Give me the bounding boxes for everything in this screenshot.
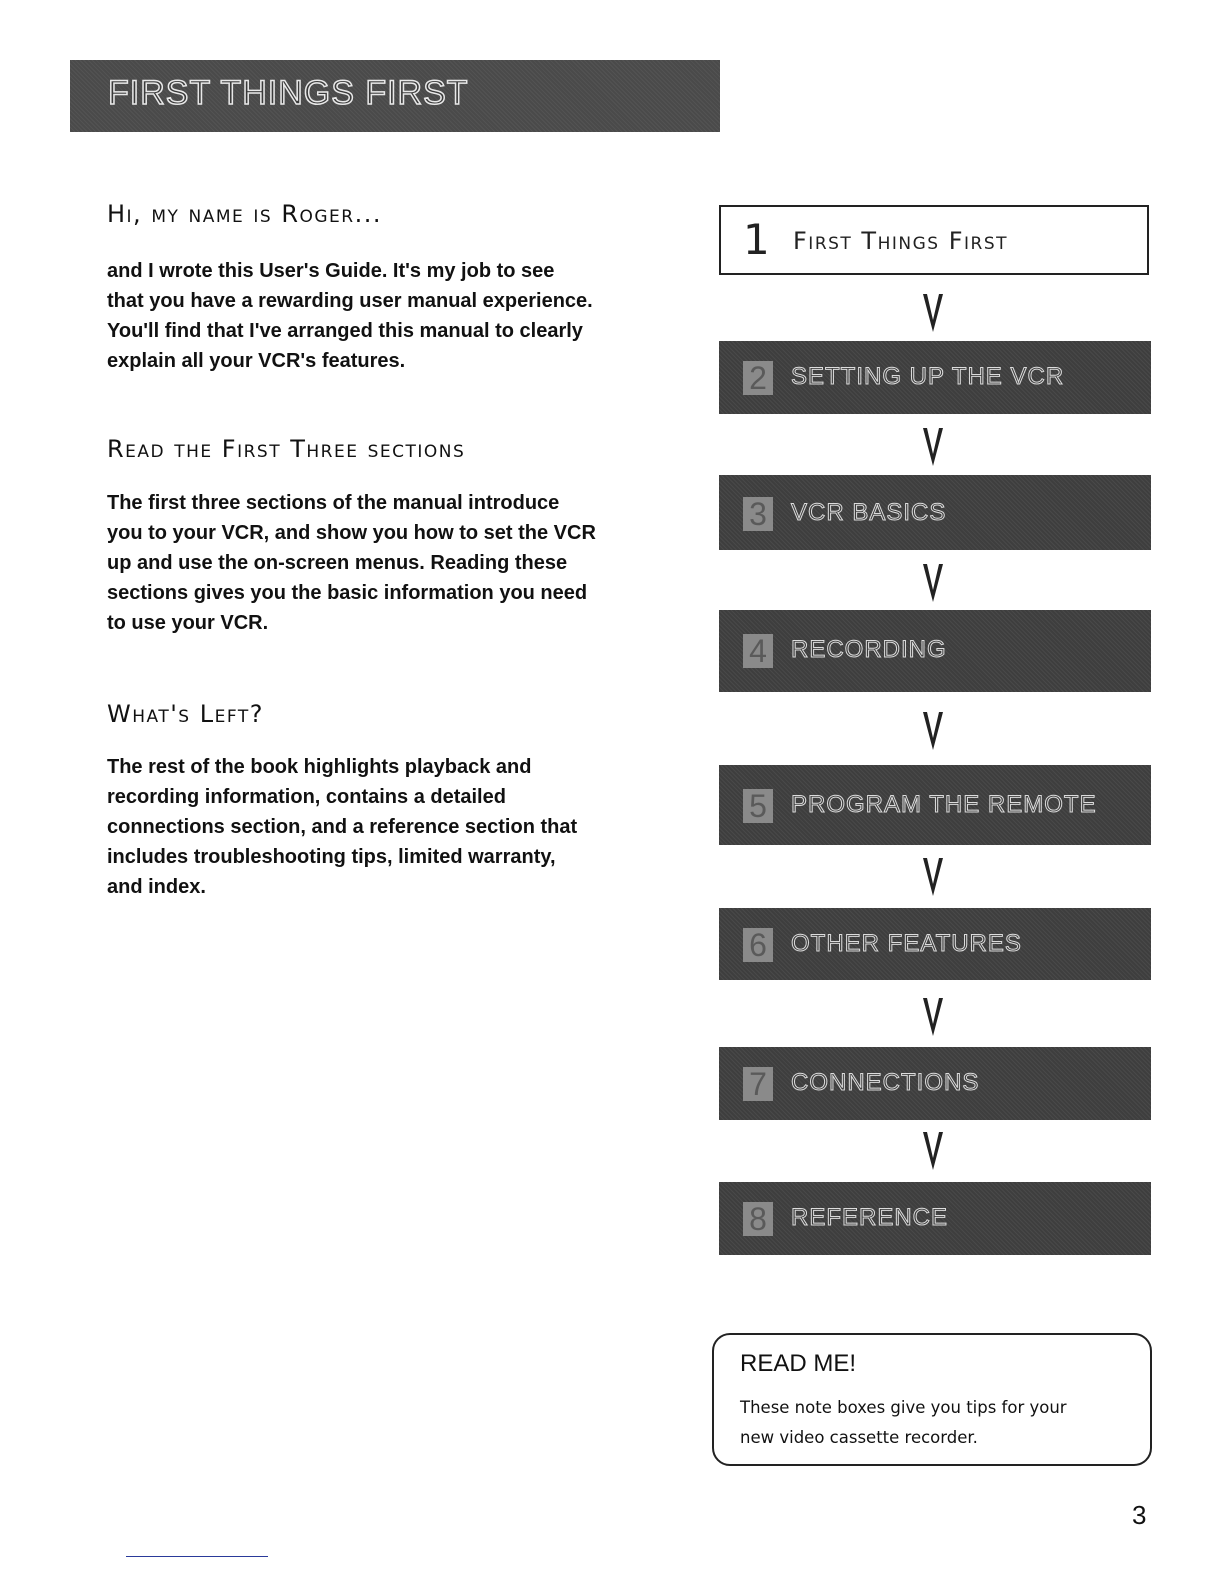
step-label: CONNECTIONS — [791, 1069, 980, 1096]
down-arrow-icon — [922, 996, 944, 1038]
footer-rule — [126, 1556, 268, 1557]
down-arrow-icon — [922, 1130, 944, 1172]
step-number: 5 — [743, 789, 773, 823]
down-arrow-icon — [922, 856, 944, 898]
step-label: REFERENCE — [791, 1204, 949, 1231]
chapter-banner — [70, 60, 720, 132]
step-number: 2 — [743, 361, 773, 395]
note-title: READ ME! — [740, 1350, 857, 1377]
section-body-whats-left: The rest of the book highlights playback and recording information, contains a detailed connections section, and a reference section that includes troubleshooting tips, limited warranty, and index. — [107, 756, 578, 898]
step-connections — [719, 1047, 1151, 1120]
step-number: 3 — [743, 497, 773, 531]
step-number: 6 — [743, 928, 773, 962]
step-label: First Things First — [793, 227, 1009, 255]
read-me-note-box — [712, 1333, 1152, 1466]
step-reference — [719, 1182, 1151, 1255]
step-other-features — [719, 908, 1151, 980]
note-body: These note boxes give you tips for your new video cassette recorder. — [740, 1398, 1067, 1447]
step-number: 7 — [743, 1067, 773, 1101]
down-arrow-icon — [922, 426, 944, 468]
down-arrow-icon — [922, 292, 944, 334]
down-arrow-icon — [922, 562, 944, 604]
section-heading-intro: Hi, my name is Roger... — [107, 200, 382, 228]
step-number: 4 — [743, 634, 773, 668]
step-label: SETTING UP THE VCR — [791, 363, 1065, 390]
step-label: VCR BASICS — [791, 499, 947, 526]
step-vcr-basics — [719, 475, 1151, 550]
chapter-title: FIRST THINGS FIRST — [108, 74, 469, 112]
step-label: RECORDING — [791, 636, 947, 663]
step-label: OTHER FEATURES — [791, 930, 1022, 957]
page-number: 3 — [1132, 1500, 1147, 1530]
down-arrow-icon — [922, 710, 944, 752]
section-heading-read-first: Read the First Three sections — [107, 435, 466, 463]
step-setting-up-the-vcr — [719, 341, 1151, 414]
step-first-things-first — [719, 205, 1149, 275]
step-program-the-remote — [719, 765, 1151, 845]
step-number: 1 — [743, 215, 770, 264]
step-recording — [719, 610, 1151, 692]
step-number: 8 — [743, 1202, 773, 1236]
section-body-read-first: The first three sections of the manual introduce you to your VCR, and show you how to set the VCR up and use the on-screen menus. Reading these sections gives you the basic information you need to use your VCR. — [107, 492, 596, 634]
section-body-intro: and I wrote this User's Guide. It's my job to see that you have a rewarding user manual experience. You'll find that I've arranged this manual to clearly explain all your VCR's features. — [107, 260, 593, 372]
section-heading-whats-left: What's Left? — [107, 700, 264, 728]
step-label: PROGRAM THE REMOTE — [791, 791, 1097, 818]
